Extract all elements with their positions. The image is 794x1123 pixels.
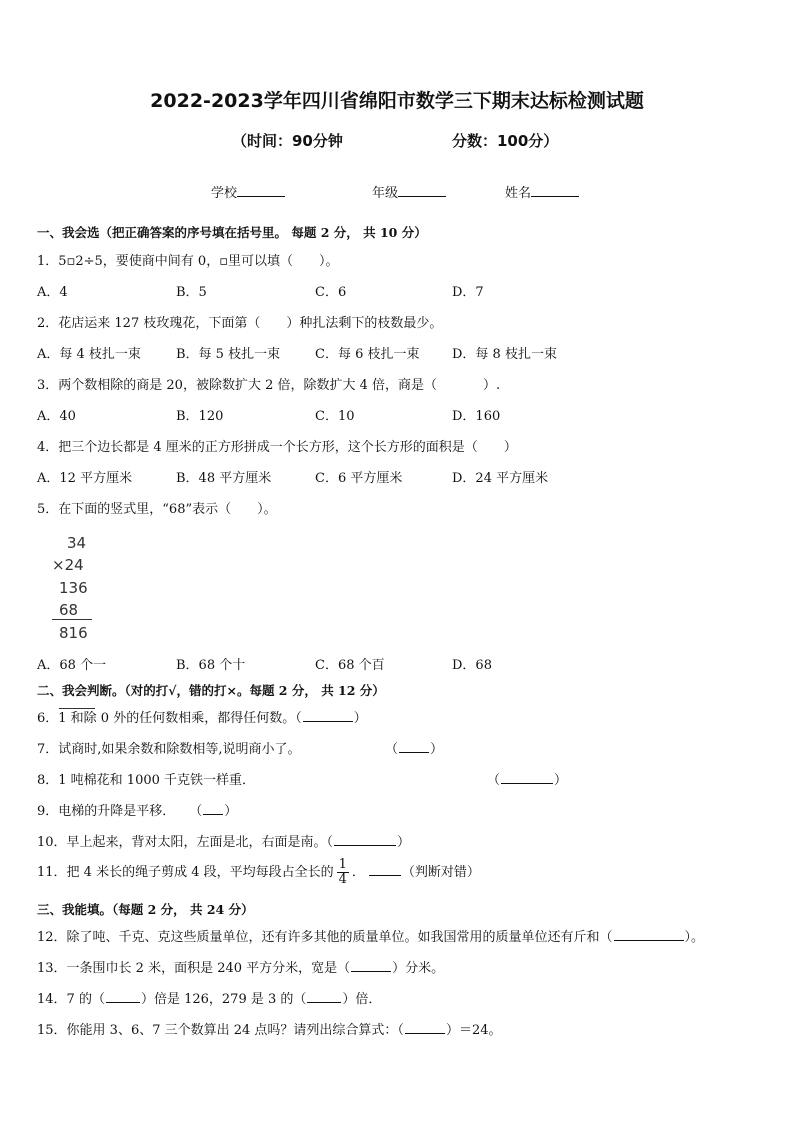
name-label: 姓名: [505, 186, 532, 201]
q1-option-a[interactable]: A．4: [37, 285, 68, 300]
question-8: 8．1 吨棉花和 1000 千克铁一样重．: [37, 773, 256, 788]
section-2-heading: 二、我会判断。（对的打√，错的打×。每题 2 分， 共 12 分）: [37, 683, 385, 698]
school-blank[interactable]: [237, 184, 285, 197]
q7-answer-blank[interactable]: [399, 740, 429, 753]
q5-option-b[interactable]: B．68 个十: [176, 658, 246, 673]
q12-answer-blank[interactable]: [614, 928, 684, 941]
section-1-heading: 一、我会选（把正确答案的序号填在括号里。 每题 2 分， 共 10 分）: [37, 225, 427, 240]
q4-option-c[interactable]: C．6 平方厘米: [315, 471, 403, 486]
q10-answer-blank[interactable]: [334, 833, 396, 846]
q3-option-b[interactable]: B．120: [176, 409, 224, 424]
question-1: 1．5▫2÷5，要使商中间有 0，▫里可以填（ ）。: [37, 254, 339, 269]
q3-option-d[interactable]: D．160: [452, 409, 501, 424]
q3-option-a[interactable]: A．40: [37, 409, 76, 424]
q8-answer: （ ）: [487, 773, 568, 788]
q5-option-a[interactable]: A．68 个一: [37, 658, 107, 673]
q1-option-d[interactable]: D．7: [452, 285, 484, 300]
q2-option-a[interactable]: A．每 4 枝扎一束: [37, 347, 141, 362]
question-14: 14．7 的（ ）倍是 126，279 是 3 的（ ）倍．: [37, 992, 382, 1007]
q2-option-c[interactable]: C．每 6 枝扎一束: [315, 347, 420, 362]
question-10: 10．早上起来，背对太阳，左面是北，右面是南。（ ）: [37, 835, 411, 850]
q3-option-c[interactable]: C．10: [315, 409, 355, 424]
question-7: 7．试商时,如果余数和除数相等,说明商小了。: [37, 742, 301, 757]
q4-option-b[interactable]: B．48 平方厘米: [176, 471, 272, 486]
q1-option-b[interactable]: B．5: [176, 285, 207, 300]
question-2: 2．花店运来 127 枝玫瑰花，下面第（ ）种扎法剩下的枝数最少。: [37, 316, 443, 331]
q11-answer-blank[interactable]: [369, 863, 401, 876]
question-4: 4．把三个边长都是 4 厘米的正方形拼成一个长方形，这个长方形的面积是（ ）: [37, 440, 517, 455]
vertical-multiplication: [52, 532, 92, 644]
q4-option-a[interactable]: A．12 平方厘米: [37, 471, 133, 486]
q2-option-d[interactable]: D．每 8 枝扎一束: [452, 347, 557, 362]
q5-option-d[interactable]: D．68: [452, 658, 492, 673]
page-title: 2022-2023学年四川省绵阳市数学三下期末达标检测试题: [150, 90, 644, 112]
q4-option-d[interactable]: D．24 平方厘米: [452, 471, 549, 486]
grade-field: [372, 182, 446, 201]
q2-option-b[interactable]: B．每 5 枝扎一束: [176, 347, 281, 362]
question-9: 9．电梯的升降是平移． （ ）: [37, 804, 238, 819]
exam-time: （时间：90分钟: [232, 132, 343, 150]
q6-answer-blank[interactable]: [303, 709, 353, 722]
calc-line-4: 68: [59, 601, 79, 619]
question-13: 13．一条围巾长 2 米，面积是 240 平方分米，宽是（ ）分米。: [37, 961, 445, 976]
school-label: 学校: [211, 186, 238, 201]
calc-line-1: 34: [67, 534, 87, 552]
section-3-heading: 三、我能填。（每题 2 分， 共 24 分）: [37, 902, 254, 917]
calc-line-3: 136: [59, 579, 88, 597]
q7-answer: （ ）: [385, 742, 444, 757]
fraction-one-quarter: $\frac{1}{4}$: [338, 857, 347, 887]
q15-answer-blank[interactable]: [405, 1021, 445, 1034]
q1-option-c[interactable]: C．6: [315, 285, 347, 300]
calc-line-2: ×24: [52, 556, 84, 574]
question-11: 11．把 4 米长的绳子剪成 4 段，平均每段占全长的 $\frac{1}{4}$ ． （判断对错）: [37, 857, 480, 887]
q9-answer-blank[interactable]: [203, 802, 223, 815]
grade-blank[interactable]: [398, 184, 446, 197]
exam-score: 分数：100分）: [452, 132, 559, 150]
question-3: 3．两个数相除的商是 20，被除数扩大 2 倍，除数扩大 4 倍，商是（ ）.: [37, 378, 501, 393]
question-6: 6．1 和除 0 外的任何数相乘，都得任何数。（ ）: [37, 711, 367, 726]
name-blank[interactable]: [531, 184, 579, 197]
question-12: 12．除了吨、千克、克这些质量单位，还有许多其他的质量单位。如我国常用的质量单位还有斤和（ ）。: [37, 930, 705, 945]
q14-answer-blank-2[interactable]: [307, 990, 341, 1003]
name-field: [505, 182, 579, 201]
q13-answer-blank[interactable]: [351, 959, 391, 972]
question-5: 5．在下面的竖式里，“68”表示（ ）。: [37, 502, 277, 517]
q8-answer-blank[interactable]: [501, 771, 553, 784]
school-field: [211, 182, 285, 201]
question-15: 15．你能用 3、6、7 三个数算出 24 点吗？请列出综合算式：（ ）＝24。: [37, 1023, 502, 1038]
calc-line-5: 816: [59, 624, 88, 642]
q14-answer-blank-1[interactable]: [106, 990, 140, 1003]
q5-option-c[interactable]: C．68 个百: [315, 658, 385, 673]
grade-label: 年级: [372, 186, 399, 201]
